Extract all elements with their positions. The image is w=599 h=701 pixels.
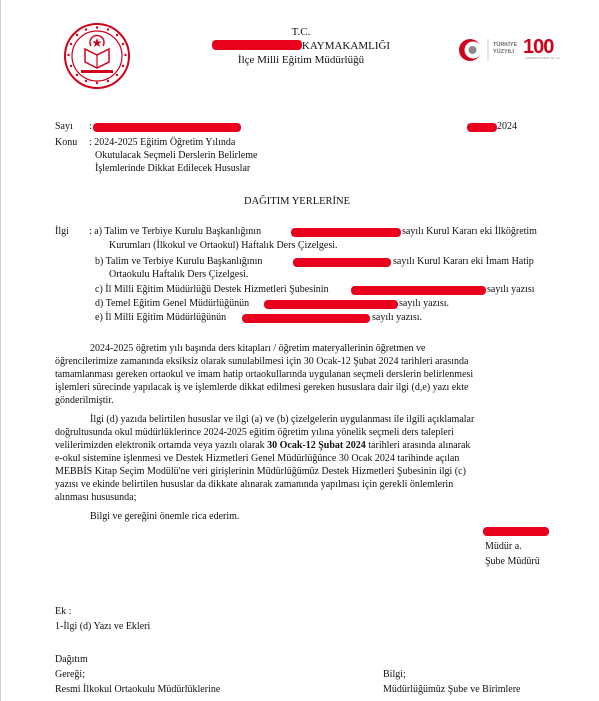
ilgi-d-pre: d) Temel Eğitim Genel Müdürlüğünün [95,298,250,309]
distribution-title: DAĞITIM YERLERİNE [244,196,351,207]
geregi-label: Gereği; [55,669,85,680]
ek-label: Ek : [55,606,72,617]
ilgi-c-post: sayılı yazısı [487,284,535,295]
p2-line-2: doğrultusunda okul müdürlüklerince 2024-2025 eğitim öğretim yılına yönelik seçmeli ders talepleri [55,427,454,438]
konu-line-2: Okutulacak Seçmeli Derslerin Belirleme [95,150,258,161]
ek-item: 1-İlgi (d) Yazı ve Ekleri [55,621,151,632]
ty-text-2: YÜZYILI [493,49,515,55]
sayi-label: Sayı [55,121,73,132]
p1-line-3: tamamlanması gereken ortaokul ve imam hatip ortaokullarında uygulanan seçmeli derslerin belirlenmesi [55,369,474,380]
signature-title-2: Şube Müdürü [485,556,540,567]
p3: Bilgi ve gereğini önemle rica ederim. [90,511,240,522]
p2-line-4: e-okul sistemine işlenmesi ve Destek Hizmetleri Genel Müdürlüğünce 30 Ocak 2024 tarihinde açılan [55,453,460,464]
bilgi-label: Bilgi; [383,669,406,680]
mudurluk-line: İlçe Milli Eğitim Müdürlüğü [237,54,365,66]
p2-line-1: İlgi (d) yazıda belirtilen hususlar ve ilgi (a) ve (b) çizelgelerin uygulanması ile ilgili açıklamalar [90,414,475,425]
ilgi-a-line-2: Kurumları (İlkokul ve Ortaokul) Haftalık Ders Çizelgesi. [109,240,338,251]
ilgi-e-pre: e) İl Milli Eğitim Müdürlüğünün [95,312,227,323]
dagitim-label: Dağıtım [55,654,88,665]
konu-label: Konu [55,137,78,148]
p2-line-7: alınması hususunda; [55,492,137,503]
p2-line-6: yazısı ve ekinde belirtilen hususlar da dikkate alınarak zamanında yapılması için gerekli önlemlerin [55,479,454,490]
ilgi-d-post: sayılı yazısı. [399,298,449,309]
bilgi-to: Müdürlüğümüz Şube ve Birimlere [383,684,521,695]
ilgi-c-pre: c) İl Milli Eğitim Müdürlüğü Destek Hizmetleri Şubesinin [95,284,329,295]
p2-bold-dates: 30 Ocak-12 Şubat 2024 [267,440,366,451]
p2-line-5: MEBBİS Kitap Seçim Modülü'ne veri girişlerinin Müdürlüğümüz Destek Hizmetleri Şubesinin ilgi (c) [55,466,466,477]
ilgi-a-post: sayılı Kurul Kararı eki İlköğretim [402,226,537,237]
turkiye-yuzyili-logo [457,36,577,64]
ilgi-b-line-2: Ortaokulu Haftalık Ders Çizelgesi. [109,269,249,280]
redacted-district [212,40,302,50]
redacted-sayi [93,123,241,132]
p1-line-1: 2024-2025 öğretim yılı başında ders kitapları / öğretim materyallerinin öğretmen ve [90,343,426,354]
redacted-signature [483,527,549,536]
sayi-colon: : [89,121,92,132]
redacted-ilgi-c [351,286,486,295]
letterhead [161,25,441,67]
konu-line-3: İşlemlerinde Dikkat Edilecek Hususlar [95,163,251,174]
p1-line-4: işlemleri sürecinde yapılacak iş ve işlemlerde dikkat edilmesi gereken hususlara dair ilgi (d,e) yazı ekte [55,382,469,393]
sayi-year: 2024 [497,121,517,132]
ilgi-a-pre: : a) Talim ve Terbiye Kurulu Başkanlığının [89,226,262,237]
p2-line-3: velilerimizden elektronik ortamda veya yazılı olarak 30 Ocak-12 Şubat 2024 tarihleri arasında alınarak [55,440,471,451]
p1-line-2: öğrencilerimize zamanında eksiksiz olarak sunulabilmesi için 30 Ocak-12 Şubat 2024 tarihleri arasında [55,356,469,367]
redacted-ilgi-b [293,258,391,267]
ty-sub: CUMHURİYETİMİZİN 100. YILI [525,57,560,60]
p1-line-5: gönderilmiştir. [55,395,114,406]
ilgi-e-post: sayılı yazısı. [372,312,422,323]
geregi-to: Resmi İlkokul Ortaokulu Müdürlüklerine [55,684,221,695]
signature-title-1: Müdür a. [485,541,522,552]
redacted-ilgi-d [264,300,398,309]
ilgi-b-pre: b) Talim ve Terbiye Kurulu Başkanlığının [95,256,263,267]
redacted-ilgi-e [242,314,370,323]
ilgi-label: İlgi [55,226,69,237]
redacted-ilgi-a [291,228,401,237]
redacted-date [467,123,497,132]
ty-100: 100 [523,36,554,58]
konu-line-1: : 2024-2025 Eğitim Öğretim Yılında [89,137,236,148]
ty-text-1: TÜRKİYE [493,42,518,48]
ilgi-b-post: sayılı Kurul Kararı eki İmam Hatip [393,256,534,267]
tc-line: T.C. [291,26,311,38]
kaymakamlik-line: KAYMAKAMLIĞI [161,39,441,53]
meb-logo-icon [63,22,131,90]
